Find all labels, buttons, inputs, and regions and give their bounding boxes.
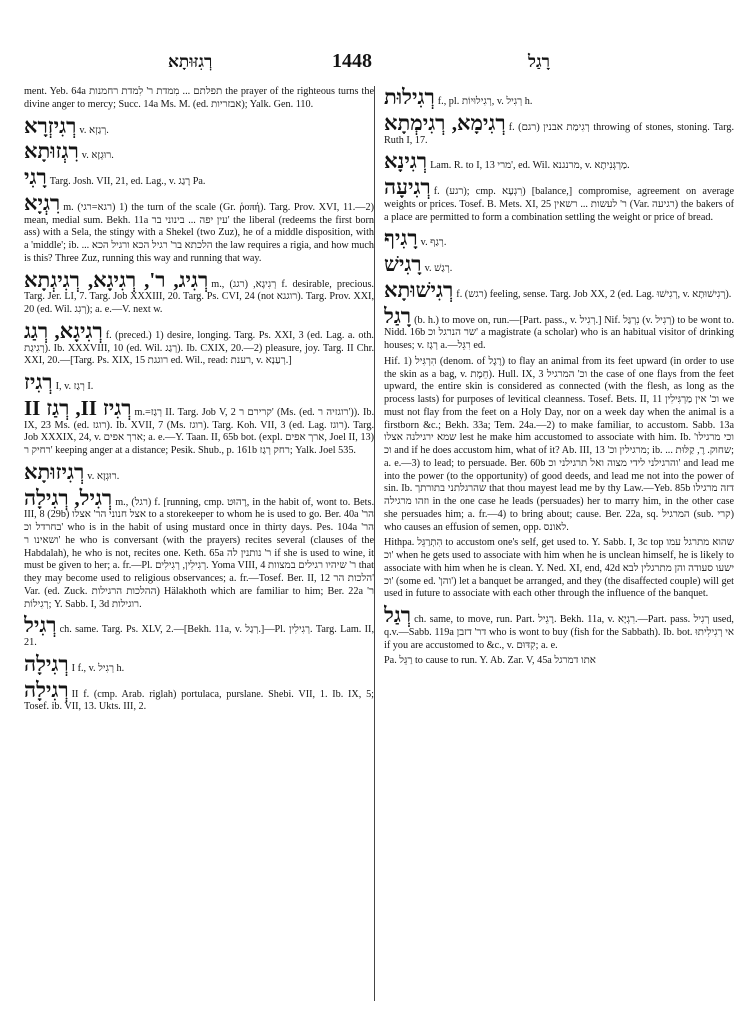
dictionary-entry [384,655,734,668]
dictionary-entry [24,140,374,163]
entry-headword: רָגִישׁ [384,252,422,276]
dictionary-entry [384,604,734,652]
dictionary-entry [24,487,374,612]
dictionary-entry [24,461,374,484]
entry-headword: רָגִי [24,165,47,189]
dictionary-entry [384,253,734,276]
right-running-head: רָגַל [528,52,550,71]
dictionary-entry [384,112,734,148]
entry-headword: רְגִיג, ר', רְגִיגָא, רְגִיגְתָא [24,267,209,292]
entry-text: Hithpa. הִתְרַגֵּל to accustom one's self, get used to. Y. Sabb. I, 3c top שהוא מתרגל עמו וכ' when he gets used to associate with him when he is unclean himself, he is likely to associate with him when he is clean. Y. Ned. XI, end, 42d ישעו סעודה והן מתרגלין לבא וכ' (some ed. 'והן') let a banquet be arranged, and they (the disaffected couple) will get used in future to associate with each other through the influence of the banquet. [384,537,734,600]
dictionary-entry [24,371,374,394]
entry-text: f. (preced.) 1) desire, longing. Targ. Ps. XXI, 3 (ed. Lag. a. oth. רְגִיגַת). Ib. XXXVIII, 10 (ed. Wil. רְגַג). Ib. CXIX, 20.—2) pleasure, joy. Targ. II Chr. XXI, 20.—[Targ. Ps. XIX, 15 רוגגת ed. Wil., read: רענת, v. רְעַנָא.] [24,329,374,367]
entry-text: f., pl. רְגִילוּיוֹת, v. רְגִיל h. [437,96,533,107]
entry-headword: רְגִישׁוּתָא [384,277,454,302]
entry-text: Targ. Josh. VII, 21, ed. Lag., v. רָגַג Pa. [49,176,206,187]
dictionary-entry [384,227,734,250]
entry-headword: רָגִיף [384,226,418,251]
left-running-head: רְגִזּוּתָא [168,52,213,71]
entry-headword: רְגִיעָה [384,175,431,199]
dictionary-entry [24,320,374,368]
entry-text: m.=רְגַז II. Targ. Job V, 2 קרירם ר' (Ms. (ed. רוגזיה ר')). Ib. IX, 23 Ms. (ed. רוגז). Ib. XVII, 7 (Ms. רוגז). Targ. Koh. VII, 3 (ed. Lag. רוגז). Targ. Job XXXIX, 24, v. ארך אפים; a. e.—Y. Taan. II, 65b bot. (expl. ארך אפים, Joel II, 13) רחיק ר' keeping anger at a distance; Pesik. Shub., p. 161b רחק רְגַז; Yalk. Joel 535. [24,406,374,456]
dictionary-entry [24,679,374,715]
dictionary-entry [384,150,734,173]
entry-text: I f., v. רְגִיל h. [71,662,125,674]
entry-headword: רְגִיזוּתָא [24,459,85,484]
entry-text: f. (רגע); cmp. רִגְעָא) [balance,] compromise, agreement on average weights or prices. Tosef. B. Mets. XI, 25 ר' לעשות ... רשאין (Var. רגיעה) the bakers of a place are permitted to form a combination settling the weight or price of bread. [384,186,734,223]
entry-headword: רְגַל [384,603,412,627]
entry-headword: רְגִינָא [384,149,428,174]
entry-text: v. רוּגְזָא. [87,470,120,482]
column-divider [374,86,375,1001]
entry-headword: רָגַל [384,303,412,328]
dictionary-entry [24,269,374,317]
entry-headword: רְגִיזְרָא [24,113,77,138]
entry-headword: רְגִילָה [24,651,69,676]
entry-text: ch. same, to move, run. Part. רָגֵיל. Bekh. 11a, v. רִגְיָא.—Part. pass. רְגִיל used, q.v.—Sabb. 119a דר' דזבן who is wont to buy (fish for the Sabbath). Ib. bot. אי רְגִילִיתוּ if you are accustomed to &c., v. קִדּוּם; a. e. [384,614,734,651]
entry-text: v. רוּגְזָא. [81,150,114,162]
entry-text: v. רְגַף. [420,237,447,249]
entry-headword: רִגְיָא [24,190,61,215]
entry-text: II f. (cmp. Arab. riglah) portulaca, purslane. Shebi. VII, 1. Ib. IX, 5; Tosef. ib. VII, 13. Ukts. III, 2. [24,688,374,713]
entry-headword: רְגִילָה [24,677,69,702]
dictionary-entry [24,115,374,138]
entry-headword: רְגִילוּת [384,86,435,109]
entry-text: ch. same. Targ. Ps. XLV, 2.—[Bekh. 11a, v. רְגַל.]—Pl. רְגִילִין. Targ. Lam. II, 21. [24,624,374,648]
entry-text: f. (רגם) רְגִימַת אבנין throwing of stones, stoning. Targ. Ruth I, 17. [384,121,734,146]
entry-headword: רְגִיגָא, רְגַג [24,318,103,343]
entry-headword: רְגִיל [24,613,57,638]
entry-text: f. (רגש) feeling, sense. Targ. Job XX, 2 (ed. Lag. רְגִישׁוּ, v. רְגִישׁוּתָא). [456,288,732,300]
dictionary-entry [24,614,374,650]
entry-text: v. רְגַשׁ. [424,263,453,274]
dictionary-entry [24,397,374,458]
dictionary-entry [384,279,734,302]
entry-text: Hif. 1) הִרְגִּיל (denom. of רֶגֶל) to flay an animal from its feet upward (in order to use the skin as a bag, v. חֵמֶת). Hull. IX, 3 וכ' המרגיל the case of one flays from the feet upward, the entire skin is considered as connected (with the flesh, as long as the process lasts) for purposes of levitical cleanness. Tosef. Bets. II, 11 וכ' אין מַרְגִּילִין we must not flay from the feet on a Holy Day, nor on a week day when the animal is a firstborn &c.; Bekh. 33a; Tem. 24a.—2) to make familiar, to accustom. Sabb. 13a שמא ירגילנה אצלו lest he make him accustomed to associate with him. Ib. 'וכי מרגילו וכ and if he does accustom him, what of it? Ab. III, 13 'מרגילין וכ; ib. ... שחוק. רֶ, קַלּוּת; a. e.—3) to lead; to persuade. Ber. 60b והרגילני לידי מצוה ואל תרגילני וכ' and lead me into the power (to the opportunity) of good deeds, and lead me not into the power of sin. Ib. שהרגלתני בתורתך that thou mayest lead me by thy Law.—Yeb. 85b דזה מרגילו וזהו מרגילה in the one case he leads (persuades) her to marry him, in the other case she persuades him; a. fr.—4) to bring about; cause. Ber. 22a, sq. המרגיל (sub. קרי) who causes an effusion of semen, opp. לאונס. [384,355,734,533]
entry-headword: רְגִיז [24,370,53,394]
dictionary-entry [24,653,374,676]
dictionary-entry [384,176,734,224]
page-number: 1448 [332,50,372,72]
entry-text: (b. h.) to move on, run.—[Part. pass., v. רְגִיל.] Nif. נִרְגַּל (v. רְגִיל) to be wont to. Nidd. 16b שר הנרגל וכ' a magistrate (a scholar) who is an habitual visitor of drinking houses; v. רְגָז a.—רִגֵּל ed. [384,314,734,351]
dictionary-entry [384,86,734,109]
dictionary-entry [24,166,374,189]
entry-text: Lam. R. to I, 13 מרי', ed. Wil. מרנגנא, v. מַרְגְּנִיתָא. [430,160,630,172]
dictionary-entry [384,537,734,601]
left-column [24,86,374,1006]
entry-text: m., (רגל) f. [running, cmp. רָהוּט, in the habit of, wont to. Bets. III, 8 (29b) אצל חנוני הר' אצלו to a storekeeper to whom he is used to go. Ber. 40a הר' בחרדל וכ' who is in the habit of using mustard once in thirty days. Pes. 104a הר' ושאינו ר' he who is conversant (with the prayers) recites several (clauses of the Habdalah), he who is not, recites one. Keth. 65a ר' נותנין לה if she is used to wine, it must be given to her; a. fr.—Pl. רְגִילִין, רְגִילִים. Yoma VIII, 4 ר' שיהיו רגילים במצוות that they may become used to religious observances; a. fr.—Tosef. Ber. II, 12 הלכות הר' Var. (ed. Zuck. ההלכות הרגילות) Hälakhoth which are familiar to him; Ber. 22a ר' רְגִילוֹת; Y. Sabb. I, 3d רוגילות. [24,496,374,610]
right-column [384,86,734,1006]
entry-text: I, v. רְגַז I. [55,381,94,392]
dictionary-entry [24,86,374,112]
entry-text: v. רְגַזְא. [79,124,109,136]
dictionary-entry [24,192,374,266]
entry-headword: רְגִימָא, רְגִימְתָא [384,110,506,135]
entry-text: m. (רגא=רגי) 1) the turn of the scale (Gr. ῥοπή). Targ. Prov. XVI, 11.—2) mean, medial sum. Bekh. 11a עין יפה ... בינוני בר' the liberal (redeems the first born ass) with a Sela, the stingy with a Shekel (two Zuz), he of a middle disposition, with a 'middle'; ib. ... הלכתא בר' רגיל הכא ורגיל הכא the law requires a rigia, and how much is this? Three Zuz, running this way and running that way. [24,201,374,264]
dictionary-entry [384,356,734,535]
entry-headword: רְגִיל, רְגִילָה [24,485,113,510]
entry-headword: רִגְזוּתָא [24,139,79,164]
entry-text: m., רְגִיגָא, (רגג) f. desirable, precious. Targ. Jer. LI, 7. Targ. Job XXXIII, 20. Targ. Ps. CVI, 24 (not רוגגא). Targ. Prov. XXI, 20 (ed. Wil. רְגִג); a. e.—V. next w. [24,278,374,315]
page-header [0,50,750,78]
dictionary-entry [384,305,734,353]
entry-text: ment. Yeb. 64a תפלתם ... מִמדת ר' לִמדת רחמנות the prayer of the righteous turns the divine anger to mercy; Succ. 14a Ms. M. (ed. אבזריות); Yalk. Gen. 110. [24,86,374,110]
entry-text: Pa. רַגֵּל to cause to run. Y. Ab. Zar. V, 45a אתו דמרגל [384,655,596,667]
entry-headword: רְגִיז II, רְגַז II [24,395,132,420]
